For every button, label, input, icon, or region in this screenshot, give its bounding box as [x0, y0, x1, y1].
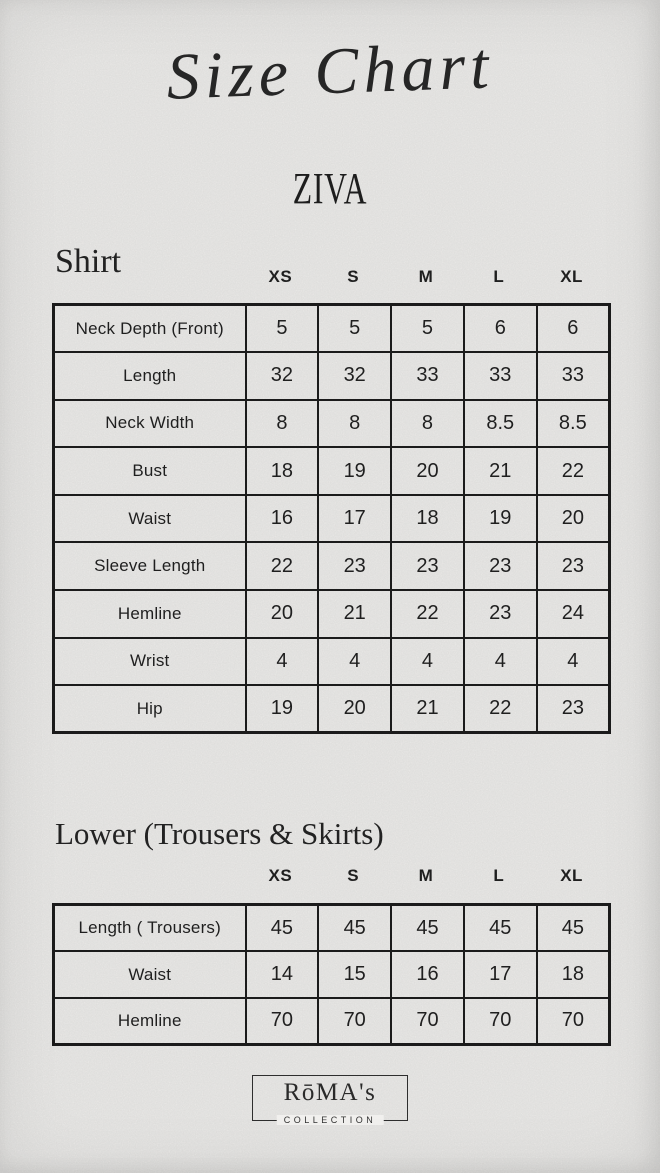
- row-label-neck-width: Neck Width: [54, 400, 246, 448]
- cell-value: 20: [391, 447, 464, 495]
- footer-logo-brand: RōMA's: [283, 1079, 377, 1106]
- brand-name: ZIVA: [292, 164, 368, 213]
- cell-value: 22: [246, 542, 319, 590]
- cell-value: 17: [318, 495, 391, 543]
- shirt-size-header-s: S: [347, 267, 360, 286]
- cell-value: 5: [318, 305, 391, 353]
- cell-value: 4: [391, 638, 464, 686]
- row-label-waist: Waist: [54, 495, 246, 543]
- cell-value: 16: [246, 495, 319, 543]
- table-row: [54, 447, 610, 495]
- row-label-hemline: Hemline: [54, 590, 246, 638]
- row-label-length: Length: [54, 352, 246, 400]
- shirt-size-header-xl: XL: [560, 267, 583, 286]
- table-row: [54, 998, 610, 1045]
- cell-value: 8: [391, 400, 464, 448]
- table-row: [54, 400, 610, 448]
- shirt-size-table: [52, 303, 611, 734]
- shirt-size-headers: [244, 267, 608, 287]
- cell-value: 6: [537, 305, 610, 353]
- cell-value: 70: [246, 998, 319, 1045]
- cell-value: 70: [537, 998, 610, 1045]
- cell-value: 20: [318, 685, 391, 733]
- table-row: [54, 542, 610, 590]
- cell-value: 4: [246, 638, 319, 686]
- cell-value: 23: [537, 685, 610, 733]
- lower-size-header-l: L: [493, 866, 505, 885]
- cell-value: 20: [537, 495, 610, 543]
- cell-value: 32: [318, 352, 391, 400]
- table-row: [54, 905, 610, 952]
- cell-value: 22: [391, 590, 464, 638]
- footer-logo-collection-label: COLLECTION: [277, 1115, 384, 1125]
- cell-value: 4: [464, 638, 537, 686]
- shirt-size-header-l: L: [493, 267, 505, 286]
- cell-value: 23: [464, 590, 537, 638]
- row-label-waist-lower: Waist: [54, 951, 246, 998]
- lower-size-headers: [244, 866, 608, 886]
- cell-value: 70: [464, 998, 537, 1045]
- cell-value: 22: [464, 685, 537, 733]
- cell-value: 45: [318, 905, 391, 952]
- lower-size-header-xl: XL: [560, 866, 583, 885]
- table-row: [54, 590, 610, 638]
- cell-value: 5: [391, 305, 464, 353]
- cell-value: 70: [318, 998, 391, 1045]
- row-label-hip: Hip: [54, 685, 246, 733]
- cell-value: 17: [464, 951, 537, 998]
- cell-value: 45: [537, 905, 610, 952]
- cell-value: 45: [391, 905, 464, 952]
- cell-value: 45: [246, 905, 319, 952]
- cell-value: 23: [391, 542, 464, 590]
- table-row: [54, 638, 610, 686]
- cell-value: 15: [318, 951, 391, 998]
- cell-value: 18: [537, 951, 610, 998]
- cell-value: 8: [246, 400, 319, 448]
- table-row: [54, 352, 610, 400]
- page-title: Size Chart: [165, 29, 495, 114]
- cell-value: 23: [318, 542, 391, 590]
- cell-value: 8.5: [537, 400, 610, 448]
- table-row: [54, 685, 610, 733]
- cell-value: 22: [537, 447, 610, 495]
- lower-size-table: [52, 903, 611, 1046]
- row-label-bust: Bust: [54, 447, 246, 495]
- table-row: [54, 305, 610, 353]
- row-label-sleeve-length: Sleeve Length: [54, 542, 246, 590]
- cell-value: 5: [246, 305, 319, 353]
- cell-value: 18: [246, 447, 319, 495]
- lower-size-header-xs: XS: [268, 866, 293, 885]
- cell-value: 6: [464, 305, 537, 353]
- cell-value: 33: [391, 352, 464, 400]
- cell-value: 21: [391, 685, 464, 733]
- row-label-wrist: Wrist: [54, 638, 246, 686]
- cell-value: 23: [537, 542, 610, 590]
- lower-size-header-m: M: [418, 866, 434, 885]
- cell-value: 23: [464, 542, 537, 590]
- shirt-section-heading: Shirt: [55, 243, 122, 280]
- cell-value: 4: [537, 638, 610, 686]
- cell-value: 14: [246, 951, 319, 998]
- cell-value: 32: [246, 352, 319, 400]
- row-label-neck-depth: Neck Depth (Front): [54, 305, 246, 353]
- table-row: [54, 951, 610, 998]
- cell-value: 70: [391, 998, 464, 1045]
- cell-value: 18: [391, 495, 464, 543]
- cell-value: 21: [318, 590, 391, 638]
- cell-value: 20: [246, 590, 319, 638]
- cell-value: 21: [464, 447, 537, 495]
- cell-value: 16: [391, 951, 464, 998]
- shirt-size-header-xs: XS: [268, 267, 293, 286]
- cell-value: 8: [318, 400, 391, 448]
- cell-value: 19: [246, 685, 319, 733]
- table-row: [54, 495, 610, 543]
- cell-value: 33: [464, 352, 537, 400]
- footer-logo-box: [252, 1075, 408, 1125]
- cell-value: 45: [464, 905, 537, 952]
- row-label-length-trousers: Length ( Trousers): [54, 905, 246, 952]
- cell-value: 19: [318, 447, 391, 495]
- cell-value: 4: [318, 638, 391, 686]
- shirt-size-header-m: M: [418, 267, 434, 286]
- cell-value: 33: [537, 352, 610, 400]
- cell-value: 24: [537, 590, 610, 638]
- lower-size-header-s: S: [347, 866, 360, 885]
- row-label-hemline-lower: Hemline: [54, 998, 246, 1045]
- cell-value: 19: [464, 495, 537, 543]
- lower-section-heading: Lower (Trousers & Skirts): [55, 816, 384, 851]
- cell-value: 8.5: [464, 400, 537, 448]
